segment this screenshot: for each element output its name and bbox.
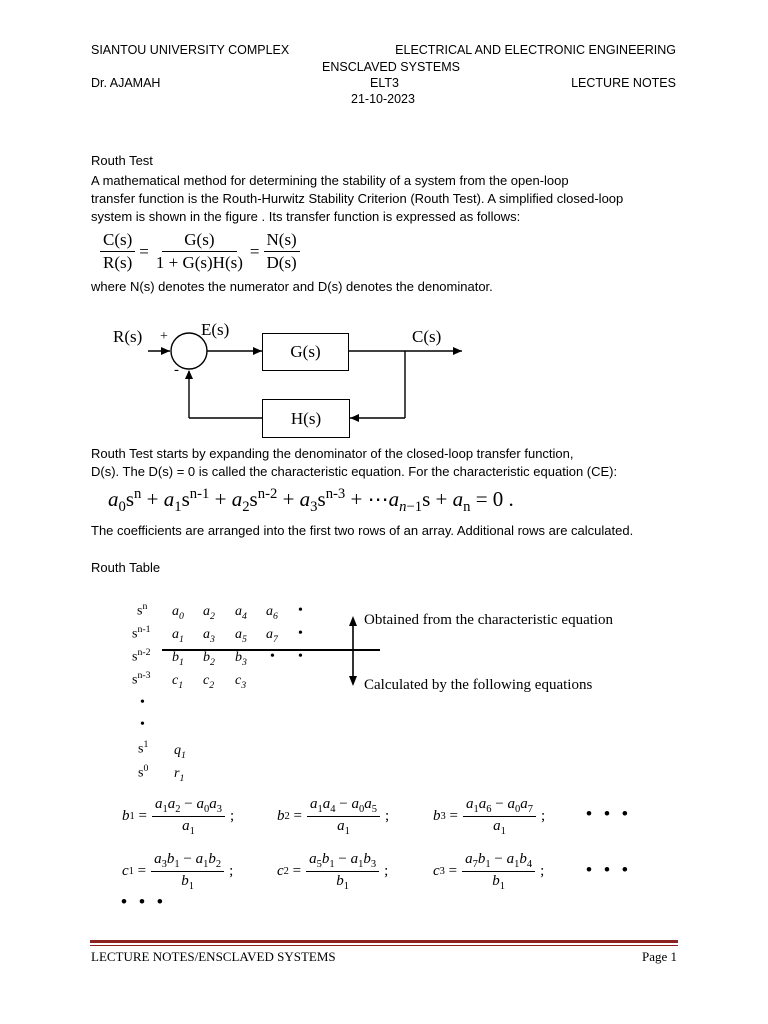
dot-c-2: • bbox=[603, 860, 622, 879]
routh-dot: • bbox=[298, 626, 303, 641]
routh-power-sn-3: $s^{n-3}$ bbox=[132, 670, 151, 688]
routh-c1: $c_1$ bbox=[172, 673, 184, 691]
routh-a1: $a_1$ bbox=[172, 627, 184, 645]
routh-power-s0: $s^0$ bbox=[138, 763, 149, 781]
routh-dot: • bbox=[140, 695, 145, 710]
expand-line-2: D(s). The D(s) = 0 is called the characteristic equation. For the characteristic equation (CE): bbox=[91, 464, 618, 479]
feedback-block-label: H(s) bbox=[290, 408, 322, 428]
routh-a5: $a_5$ bbox=[235, 627, 247, 645]
diagram-error-label: E(s) bbox=[201, 320, 230, 339]
tf-g: G(s) bbox=[162, 230, 236, 252]
tf-den: 1 + G(s)H(s) bbox=[155, 253, 243, 272]
calculated-label: Calculated by the following equations bbox=[364, 677, 593, 693]
routh-r1: $r_1$ bbox=[174, 766, 185, 784]
header-institution: SIANTOU UNIVERSITY COMPLEX bbox=[91, 43, 290, 57]
forward-block-label: G(s) bbox=[290, 342, 321, 361]
header-department: ELECTRICAL AND ELECTRONIC ENGINEERING bbox=[395, 43, 676, 57]
diagram-output-label: C(s) bbox=[412, 327, 442, 346]
footer-left: LECTURE NOTES/ENSCLAVED SYSTEMS bbox=[91, 949, 336, 964]
routh-c2: $c_2$ bbox=[203, 673, 215, 691]
tf-c: C(s) bbox=[100, 230, 135, 252]
footer-rule-thin bbox=[90, 945, 678, 946]
equation-c1: c 1 = $a_3b_1 - a_1b_2$ $b_1$ ; bbox=[122, 851, 234, 892]
routh-a7: $a_7$ bbox=[266, 627, 278, 645]
routh-b3: $b_3$ bbox=[235, 650, 247, 668]
tf-eq-1: = bbox=[139, 241, 149, 261]
header-code: ELT3 bbox=[370, 76, 399, 90]
equation-b2: b 2 = $a_1a_4 - a_0a_5$ $a_1$ ; bbox=[277, 796, 390, 837]
equation-b1: b 1 = $a_1a_2 - a_0a_3$ $a_1$ ; bbox=[122, 796, 235, 837]
routh-dot: • bbox=[298, 603, 303, 618]
routh-q1: $q_1$ bbox=[174, 743, 186, 761]
equation-c3: c 3 = $a_7b_1 - a_1b_4$ $b_1$ ; bbox=[433, 851, 545, 892]
routh-a6: $a_6$ bbox=[266, 604, 278, 622]
routh-power-s1: $s^1$ bbox=[138, 739, 149, 757]
routh-b2: $b_2$ bbox=[203, 650, 215, 668]
routh-a0: $a_0$ bbox=[172, 604, 184, 622]
equation-c2: c 2 = $a_5b_1 - a_1b_3$ $b_1$ ; bbox=[277, 851, 389, 892]
routh-power-sn-1: $s^{n-1}$ bbox=[132, 624, 151, 642]
where-text: where N(s) denotes the numerator and D(s) denotes the denominator. bbox=[91, 279, 493, 294]
tf-d: D(s) bbox=[266, 253, 297, 272]
equation-b3: b 3 = $a_1a_6 - a_0a_7$ $a_1$ ; bbox=[433, 796, 546, 837]
tf-eq-2: = bbox=[249, 241, 260, 261]
continuation-dots-c bbox=[586, 860, 640, 880]
routh-a2: $a_2$ bbox=[203, 604, 215, 622]
dot-c-3: • bbox=[621, 860, 640, 879]
expand-line-1: Routh Test starts by expanding the denominator of the closed-loop transfer function, bbox=[91, 446, 574, 461]
obtained-label: Obtained from the characteristic equation bbox=[364, 612, 614, 628]
dot-r-3: • bbox=[156, 892, 175, 911]
dot-r-2: • bbox=[138, 892, 157, 911]
intro-line-1: A mathematical method for determining the stability of a system from the open-loop bbox=[91, 173, 569, 188]
routh-dot: • bbox=[270, 649, 275, 664]
routh-c3: $c_3$ bbox=[235, 673, 247, 691]
footer-page-number: Page 1 bbox=[641, 949, 677, 964]
coefficients-text: The coefficients are arranged into the first two rows of an array. Additional rows are calculated. bbox=[91, 523, 634, 538]
dot-b-1: • bbox=[586, 804, 604, 823]
header-date: 21-10-2023 bbox=[351, 92, 415, 106]
routh-table-title: Routh Table bbox=[91, 560, 161, 575]
section-title: Routh Test bbox=[91, 153, 153, 168]
header-course: ENSCLAVED SYSTEMS bbox=[322, 60, 461, 74]
dot-c-1: • bbox=[586, 860, 604, 879]
routh-dot: • bbox=[298, 649, 303, 664]
tf-r: R(s) bbox=[103, 253, 133, 272]
dot-r-1: • bbox=[121, 892, 139, 911]
footer-rule-thick bbox=[90, 940, 678, 943]
routh-b1: $b_1$ bbox=[172, 650, 184, 668]
intro-line-2: transfer function is the Routh-Hurwitz Stability Criterion (Routh Test). A simplified closed-loop bbox=[91, 191, 624, 206]
routh-a4: $a_4$ bbox=[235, 604, 247, 622]
routh-a3: $a_3$ bbox=[203, 627, 215, 645]
characteristic-equation: $a_0s^n + a_1s^{n-1} + a_2s^{n-2} + a_3s^{n-3}$ + $\cdots a_{n-1}s + a_n = 0$ . bbox=[108, 486, 514, 516]
intro-line-3: system is shown in the figure . Its transfer function is expressed as follows: bbox=[91, 209, 521, 224]
routh-power-sn: $s^n$ bbox=[137, 601, 148, 619]
routh-dot: • bbox=[140, 717, 145, 732]
diagram-plus-sign: + bbox=[160, 329, 168, 344]
tf-n: N(s) bbox=[264, 230, 300, 252]
dot-b-2: • bbox=[603, 804, 622, 823]
dot-b-3: • bbox=[621, 804, 640, 823]
diagram-input-label: R(s) bbox=[113, 327, 143, 346]
routh-power-sn-2: $s^{n-2}$ bbox=[132, 647, 151, 665]
diagram-minus-sign: - bbox=[174, 362, 179, 378]
continuation-dots-rows bbox=[121, 892, 175, 912]
header-doc-type: LECTURE NOTES bbox=[571, 76, 676, 90]
continuation-dots-b bbox=[586, 804, 640, 824]
header-lecturer: Dr. AJAMAH bbox=[91, 76, 161, 90]
